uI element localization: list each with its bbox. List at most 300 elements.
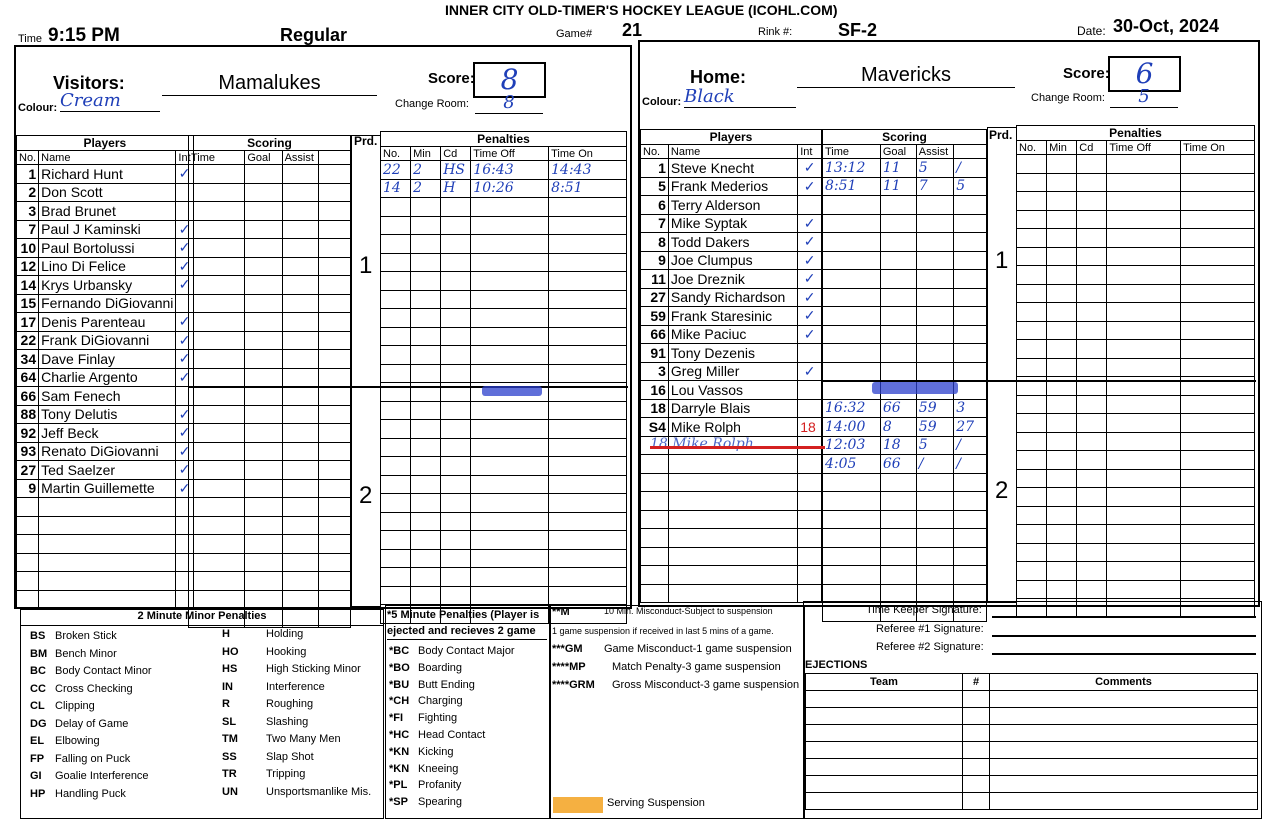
cell bbox=[1181, 210, 1255, 229]
major-code: *PL bbox=[389, 779, 408, 792]
cell bbox=[1107, 358, 1181, 377]
cell bbox=[1107, 580, 1181, 599]
cell bbox=[1047, 488, 1077, 507]
player-name: Brad Brunet bbox=[39, 202, 176, 221]
cell bbox=[1047, 229, 1077, 248]
major-code: *KN bbox=[389, 762, 410, 775]
player-name: Tony Delutis bbox=[39, 405, 176, 424]
cell bbox=[806, 691, 963, 708]
cell bbox=[381, 420, 411, 439]
cell bbox=[806, 742, 963, 759]
cell bbox=[1077, 451, 1107, 470]
cell bbox=[441, 549, 471, 568]
minor-code: BC bbox=[30, 665, 46, 677]
cell bbox=[282, 257, 319, 276]
cell bbox=[549, 568, 627, 587]
ejections-comments-col: Comments bbox=[990, 674, 1258, 691]
cell bbox=[954, 307, 987, 326]
cell bbox=[1017, 562, 1047, 581]
cell bbox=[1181, 562, 1255, 581]
cell bbox=[1107, 155, 1181, 174]
player-name: Joe Dreznik bbox=[668, 270, 797, 289]
cell bbox=[806, 776, 963, 793]
cell bbox=[1181, 192, 1255, 211]
cell bbox=[1047, 469, 1077, 488]
player-number: 17 bbox=[17, 313, 39, 332]
home-col-goal: Goal bbox=[880, 145, 916, 159]
penalty-off: 16:43 bbox=[471, 161, 549, 180]
goal-assist2: 5 bbox=[954, 177, 987, 196]
cell bbox=[880, 325, 916, 344]
date-label: Date: bbox=[1077, 24, 1106, 38]
player-number bbox=[641, 473, 669, 492]
cell bbox=[1017, 303, 1047, 322]
cell bbox=[319, 442, 351, 461]
cell bbox=[411, 512, 441, 531]
scoring-row bbox=[823, 529, 987, 548]
player-name: Fernando DiGiovanni bbox=[39, 294, 176, 313]
home-room: 5 bbox=[1110, 86, 1178, 108]
penalty-on: 8:51 bbox=[549, 179, 627, 198]
player-name bbox=[668, 584, 797, 603]
cell bbox=[954, 288, 987, 307]
empty-row bbox=[1017, 451, 1255, 470]
penalty-row bbox=[381, 309, 627, 328]
cell bbox=[1077, 488, 1107, 507]
ejections-team-col: Team bbox=[806, 674, 963, 691]
home-players-table bbox=[640, 129, 822, 603]
player-row bbox=[17, 572, 194, 591]
cell bbox=[954, 270, 987, 289]
cell bbox=[823, 362, 881, 381]
cell bbox=[189, 331, 245, 350]
minor-desc: Handling Puck bbox=[55, 787, 126, 800]
scoring-row bbox=[823, 251, 987, 270]
cell bbox=[1107, 321, 1181, 340]
cell bbox=[880, 529, 916, 548]
cell bbox=[319, 405, 351, 424]
cell bbox=[411, 420, 441, 439]
cell bbox=[916, 584, 953, 603]
penalty-row bbox=[381, 253, 627, 272]
minor-code: H bbox=[222, 628, 230, 640]
player-row bbox=[17, 313, 194, 332]
cell bbox=[471, 327, 549, 346]
home-colour-label: Colour: bbox=[642, 96, 682, 108]
player-row bbox=[641, 159, 822, 178]
goal-scorer: 18 bbox=[880, 436, 916, 455]
player-number: 7 bbox=[17, 220, 39, 239]
cell bbox=[1077, 247, 1107, 266]
player-row bbox=[17, 257, 194, 276]
col-goal: Goal bbox=[245, 151, 282, 165]
visitors-period-2: 2 bbox=[359, 482, 373, 509]
cell bbox=[189, 239, 245, 258]
player-row bbox=[17, 368, 194, 387]
major-desc: Kicking bbox=[418, 745, 454, 758]
cell bbox=[954, 233, 987, 252]
cell bbox=[1181, 321, 1255, 340]
player-row bbox=[17, 350, 194, 369]
player-number: 14 bbox=[17, 276, 39, 295]
minor-desc: Elbowing bbox=[55, 735, 100, 747]
cell bbox=[319, 331, 351, 350]
empty-row bbox=[1017, 358, 1255, 377]
cell bbox=[245, 479, 282, 498]
penalty-no: 14 bbox=[381, 179, 411, 198]
cell bbox=[441, 327, 471, 346]
cell bbox=[411, 549, 441, 568]
scoring-row bbox=[823, 492, 987, 511]
player-row bbox=[641, 455, 822, 474]
player-number: 66 bbox=[17, 387, 39, 406]
player-int: ✓ bbox=[798, 288, 822, 307]
minor-desc: Hooking bbox=[266, 645, 307, 658]
cell bbox=[880, 270, 916, 289]
home-pen-col-min: Min bbox=[1047, 141, 1077, 155]
ejection-row bbox=[806, 793, 1258, 810]
visitors-prd-label: Prd. bbox=[354, 134, 378, 148]
player-int: ✓ bbox=[176, 350, 193, 369]
cell bbox=[245, 424, 282, 443]
player-name: Mike Paciuc bbox=[668, 325, 797, 344]
player-name: Mike Syptak bbox=[668, 214, 797, 233]
cell bbox=[1017, 525, 1047, 544]
player-int: ✓ bbox=[798, 362, 822, 381]
major-desc: Butt Ending bbox=[418, 678, 475, 691]
player-name: Sam Fenech bbox=[39, 387, 176, 406]
minor-code: DG bbox=[30, 717, 47, 730]
player-int: ✓ bbox=[798, 177, 822, 196]
home-scoring-table bbox=[822, 129, 987, 622]
player-int: ✓ bbox=[176, 276, 193, 295]
cell bbox=[954, 251, 987, 270]
scoring-row bbox=[823, 325, 987, 344]
cell bbox=[954, 510, 987, 529]
pen-col-on: Time On bbox=[549, 147, 627, 161]
cell bbox=[549, 198, 627, 217]
penalty-on: 14:43 bbox=[549, 161, 627, 180]
player-row bbox=[641, 270, 822, 289]
cell bbox=[1107, 266, 1181, 285]
cell bbox=[1181, 173, 1255, 192]
cell bbox=[880, 251, 916, 270]
cell bbox=[954, 325, 987, 344]
cell bbox=[471, 346, 549, 365]
ref1-line[interactable] bbox=[992, 635, 1256, 637]
player-int bbox=[798, 473, 822, 492]
minor-desc: Holding bbox=[266, 628, 304, 640]
cell bbox=[1047, 543, 1077, 562]
cell bbox=[823, 566, 881, 585]
player-name bbox=[668, 492, 797, 511]
ref2-line[interactable] bbox=[992, 653, 1256, 655]
player-row bbox=[641, 399, 822, 418]
timekeeper-line[interactable] bbox=[992, 616, 1256, 618]
home-room-label: Change Room: bbox=[1031, 92, 1105, 104]
player-row bbox=[17, 183, 194, 202]
cell bbox=[1181, 266, 1255, 285]
cell bbox=[381, 364, 411, 383]
misc-legend bbox=[549, 605, 805, 819]
cell bbox=[549, 457, 627, 476]
cell bbox=[880, 566, 916, 585]
player-name: Tony Dezenis bbox=[668, 344, 797, 363]
cell bbox=[441, 494, 471, 513]
cell bbox=[549, 253, 627, 272]
scoring-row bbox=[823, 547, 987, 566]
empty-row bbox=[189, 239, 351, 258]
cell bbox=[954, 381, 987, 400]
penalty-row bbox=[381, 438, 627, 457]
cell bbox=[1181, 469, 1255, 488]
cell bbox=[1077, 469, 1107, 488]
cell bbox=[1181, 451, 1255, 470]
goal-time: 4:05 bbox=[823, 455, 881, 474]
cell bbox=[411, 586, 441, 605]
player-number: 2 bbox=[17, 183, 39, 202]
empty-row bbox=[1017, 562, 1255, 581]
player-number bbox=[641, 455, 669, 474]
scribble-mark-home bbox=[872, 382, 958, 394]
player-number bbox=[641, 584, 669, 603]
player-int bbox=[798, 196, 822, 215]
goal-scorer: 66 bbox=[880, 455, 916, 474]
player-number: S4 bbox=[641, 418, 669, 437]
cell bbox=[411, 290, 441, 309]
minor-code: CC bbox=[30, 682, 46, 695]
home-penalties-table bbox=[1016, 125, 1255, 618]
player-number: 9 bbox=[641, 251, 669, 270]
cell bbox=[806, 793, 963, 810]
cell bbox=[282, 461, 319, 480]
cell bbox=[1181, 506, 1255, 525]
cell bbox=[189, 516, 245, 535]
col-time: Time bbox=[189, 151, 245, 165]
cell bbox=[1017, 580, 1047, 599]
empty-row bbox=[189, 461, 351, 480]
cell bbox=[823, 288, 881, 307]
empty-row bbox=[1017, 432, 1255, 451]
cell bbox=[282, 498, 319, 517]
cell bbox=[1107, 210, 1181, 229]
cell bbox=[823, 584, 881, 603]
scoring-row bbox=[823, 566, 987, 585]
cell bbox=[954, 566, 987, 585]
cell bbox=[954, 473, 987, 492]
cell bbox=[1107, 525, 1181, 544]
minor-desc: Roughing bbox=[266, 698, 314, 710]
player-int: ✓ bbox=[798, 233, 822, 252]
player-number: 22 bbox=[17, 331, 39, 350]
visitors-colour: Cream bbox=[60, 90, 160, 112]
cell bbox=[823, 270, 881, 289]
minor-title: 2 Minute Minor Penalties bbox=[20, 610, 384, 626]
player-name bbox=[668, 566, 797, 585]
player-number: 11 bbox=[641, 270, 669, 289]
cell bbox=[189, 220, 245, 239]
cell bbox=[245, 516, 282, 535]
cell bbox=[381, 327, 411, 346]
scoring-row bbox=[823, 510, 987, 529]
scoring-row bbox=[823, 418, 987, 437]
cell bbox=[471, 216, 549, 235]
cell bbox=[1017, 543, 1047, 562]
player-name: Joe Clumpus bbox=[668, 251, 797, 270]
cell bbox=[954, 344, 987, 363]
cell bbox=[549, 586, 627, 605]
cell bbox=[1181, 543, 1255, 562]
major-code: *CH bbox=[389, 695, 410, 708]
empty-row bbox=[1017, 525, 1255, 544]
cell bbox=[954, 196, 987, 215]
cell bbox=[549, 290, 627, 309]
cell bbox=[381, 198, 411, 217]
cell bbox=[381, 272, 411, 291]
cell bbox=[1107, 414, 1181, 433]
player-number: 15 bbox=[17, 294, 39, 313]
cell bbox=[282, 350, 319, 369]
player-number bbox=[641, 492, 669, 511]
cell bbox=[381, 438, 411, 457]
goal-time: 14:00 bbox=[823, 418, 881, 437]
cell bbox=[189, 535, 245, 554]
cell bbox=[411, 494, 441, 513]
cell bbox=[916, 288, 953, 307]
cell bbox=[319, 590, 351, 609]
cell bbox=[282, 516, 319, 535]
cell bbox=[245, 442, 282, 461]
cell bbox=[1047, 284, 1077, 303]
cell bbox=[471, 531, 549, 550]
cell bbox=[319, 165, 351, 184]
player-number: 12 bbox=[17, 257, 39, 276]
misc-desc: 1 game suspension if received in last 5 mins of a game. bbox=[552, 626, 774, 636]
cell bbox=[549, 549, 627, 568]
cell bbox=[245, 202, 282, 221]
cell bbox=[441, 438, 471, 457]
player-int: ✓ bbox=[798, 307, 822, 326]
player-row bbox=[641, 233, 822, 252]
player-row bbox=[17, 590, 194, 609]
cell bbox=[319, 461, 351, 480]
player-name: Paul J Kaminski bbox=[39, 220, 176, 239]
visitors-penalties-table bbox=[380, 131, 627, 624]
scoring-row bbox=[823, 233, 987, 252]
scoring-row bbox=[823, 307, 987, 326]
cell bbox=[1181, 155, 1255, 174]
cell bbox=[411, 253, 441, 272]
cell bbox=[245, 368, 282, 387]
cell bbox=[549, 309, 627, 328]
cell bbox=[1047, 506, 1077, 525]
player-row bbox=[17, 220, 194, 239]
cell bbox=[282, 405, 319, 424]
cell bbox=[1047, 210, 1077, 229]
player-row bbox=[641, 344, 822, 363]
scoring-row bbox=[823, 344, 987, 363]
cell bbox=[189, 350, 245, 369]
goal-assist: / bbox=[916, 455, 953, 474]
cell bbox=[441, 586, 471, 605]
minor-code: IN bbox=[222, 680, 233, 693]
cell bbox=[381, 457, 411, 476]
empty-row bbox=[189, 165, 351, 184]
player-name bbox=[39, 572, 176, 591]
cell bbox=[381, 346, 411, 365]
ejections-table bbox=[805, 673, 1258, 810]
player-name: Renato DiGiovanni bbox=[39, 442, 176, 461]
cell bbox=[963, 776, 990, 793]
player-number: 18 bbox=[641, 399, 669, 418]
ejections-num-col: # bbox=[963, 674, 990, 691]
player-name: Krys Urbansky bbox=[39, 276, 176, 295]
cell bbox=[880, 547, 916, 566]
penalty-row bbox=[381, 161, 627, 180]
cell bbox=[441, 457, 471, 476]
cell bbox=[549, 401, 627, 420]
cell bbox=[1077, 340, 1107, 359]
player-number: 34 bbox=[17, 350, 39, 369]
empty-row bbox=[1017, 266, 1255, 285]
cell bbox=[916, 492, 953, 511]
player-row bbox=[17, 479, 194, 498]
cell bbox=[282, 202, 319, 221]
cell bbox=[319, 220, 351, 239]
player-int bbox=[798, 529, 822, 548]
cell bbox=[1181, 340, 1255, 359]
cell bbox=[411, 216, 441, 235]
cell bbox=[1077, 506, 1107, 525]
visitors-period-divider bbox=[188, 386, 628, 388]
player-row bbox=[17, 535, 194, 554]
minor-desc: Goalie Interference bbox=[55, 770, 149, 782]
player-number bbox=[17, 572, 39, 591]
cell bbox=[916, 214, 953, 233]
cell bbox=[471, 309, 549, 328]
cell bbox=[806, 759, 963, 776]
cell bbox=[441, 568, 471, 587]
cell bbox=[245, 553, 282, 572]
cell bbox=[245, 257, 282, 276]
cell bbox=[282, 331, 319, 350]
cell bbox=[916, 270, 953, 289]
misc-code: ****MP bbox=[552, 661, 586, 673]
minor-code: CL bbox=[30, 700, 45, 712]
cell bbox=[549, 420, 627, 439]
visitors-players-table bbox=[16, 135, 194, 609]
minor-code: GI bbox=[30, 770, 42, 782]
scoring-row bbox=[823, 584, 987, 603]
player-int: 18 bbox=[798, 418, 822, 437]
cell bbox=[245, 313, 282, 332]
empty-row bbox=[189, 350, 351, 369]
cell bbox=[549, 512, 627, 531]
cell bbox=[189, 498, 245, 517]
misc-desc: 10 Min. Misconduct-Subject to suspension bbox=[604, 606, 773, 616]
cell bbox=[549, 531, 627, 550]
cell bbox=[245, 590, 282, 609]
cell bbox=[319, 350, 351, 369]
time-label: Time bbox=[18, 33, 43, 45]
cell bbox=[189, 590, 245, 609]
penalty-off: 10:26 bbox=[471, 179, 549, 198]
empty-row bbox=[1017, 284, 1255, 303]
player-number bbox=[641, 547, 669, 566]
player-number: 5 bbox=[641, 177, 669, 196]
col-assist: Assist bbox=[282, 151, 319, 165]
cell bbox=[189, 424, 245, 443]
